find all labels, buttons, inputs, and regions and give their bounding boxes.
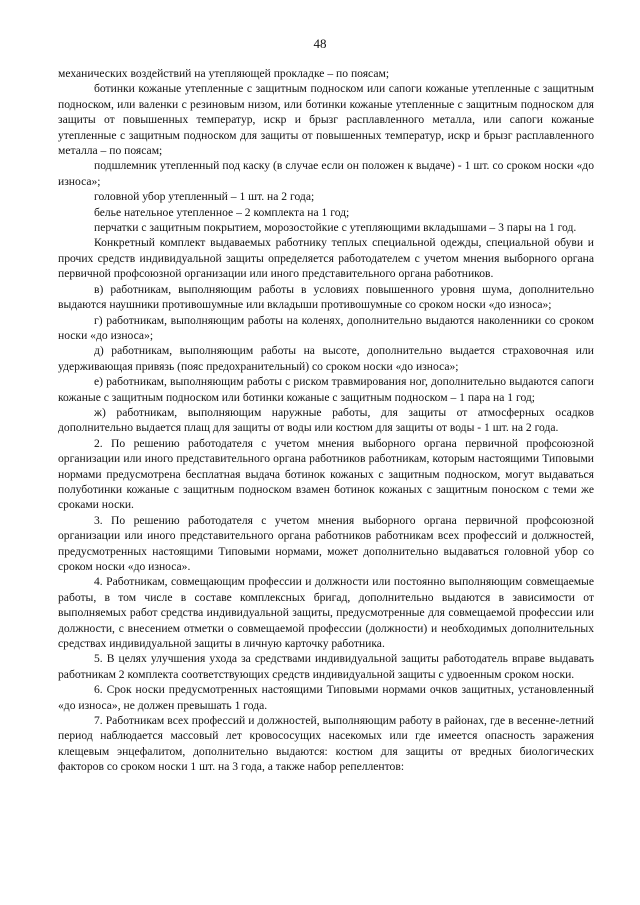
document-body <box>58 66 594 775</box>
paragraph: головной убор утепленный – 1 шт. на 2 года; <box>94 190 315 204</box>
paragraph: Конкретный комплект выдаваемых работнику теплых специальной одежды, специальной обуви и прочих средств индивидуальной защиты определяется работодателем с учетом мнения выборного органа первичной профсоюзной организации или иного представительного органа работников. <box>58 236 594 281</box>
paragraph: подшлемник утепленный под каску (в случае если он положен к выдаче) - 1 шт. со сроком носки «до износа»; <box>58 159 594 188</box>
paragraph: 7. Работникам всех профессий и должностей, выполняющим работу в районах, где в весенне-летний период наблюдается массовый лет кровососущих насекомых или где имеется опасность заражения клещевым энцефалитом, дополнительно выдаются: костюм для защиты от вредных биологических факторов со сроком носки 1 шт. на 3 года, а также набор репеллентов: <box>58 714 594 774</box>
paragraph: д) работникам, выполняющим работы на высоте, дополнительно выдается страховочная или удерживающая привязь (пояс предохранительный) со сроком носки «до износа»; <box>58 344 594 373</box>
paragraph: 5. В целях улучшения ухода за средствами индивидуальной защиты работодатель вправе выдавать работникам 2 комплекта соответствующих средств индивидуальной защиты с удвоенным сроком носки. <box>58 652 594 681</box>
paragraph: перчатки с защитным покрытием, морозостойкие с утепляющими вкладышами – 3 пары на 1 год. <box>94 221 577 235</box>
paragraph: ж) работникам, выполняющим наружные работы, для защиты от атмосферных осадков дополнительно выдается плащ для защиты от воды или костюм для защиты от воды - 1 шт. на 2 года. <box>58 405 594 435</box>
paragraph: 4. Работникам, совмещающим профессии и должности или постоянно выполняющим совмещаемые работы, в том числе в составе комплексных бригад, дополнительно выдаются в зависимости от выполняемых работ средства индивидуальной защиты, предусмотренные для совмещаемой профессии или должности, с внесением отметки о совмещаемой профессии (должности) и необходимых дополнительных средствах индивидуальной защиты в личную карточку работника. <box>58 575 594 651</box>
paragraph: в) работникам, выполняющим работы в условиях повышенного уровня шума, дополнительно выдаются наушники противошумные или вкладыши противошумные со сроком носки «до износа»; <box>58 282 594 312</box>
paragraph: 6. Срок носки предусмотренных настоящими Типовыми нормами очков защитных, установленный «до износа», не должен превышать 1 года. <box>58 683 594 712</box>
paragraph: г) работникам, выполняющим работы на коленях, дополнительно выдаются наколенники со сроком носки «до износа»; <box>58 313 594 342</box>
paragraph: 3. По решению работодателя с учетом мнения выборного органа первичной профсоюзной организации или иного представительного органа работников работникам всех профессий и должностей, предусмотренных настоящими Типовыми нормами, может дополнительно выдаваться головной убор со сроком носки «до износа». <box>58 513 594 573</box>
paragraph: белье нательное утепленное – 2 комплекта на 1 год; <box>94 205 350 219</box>
paragraph: ботинки кожаные утепленные с защитным подноском или сапоги кожаные утепленные с защитным подноском, или валенки с резиновым низом, или ботинки кожаные утепленные с защитным подноском для защиты от повышенных температур, искр и брызг расплавленного металла, или сапоги кожаные утепленные с защитным подноском для защиты от повышенных температур, искр и брызг расплавленного металла – по поясам; <box>58 82 594 158</box>
page-number: 48 <box>313 36 327 51</box>
paragraph: е) работникам, выполняющим работы с риском травмирования ног, дополнительно выдаются сапоги кожаные с защитным подноском или ботинки кожаные с защитным подноском – 1 пара на 1 год; <box>58 375 594 404</box>
paragraph: 2. По решению работодателя с учетом мнения выборного органа первичной профсоюзной организации или иного представительного органа работников работникам, которым настоящими Типовыми нормами предусмотрена бесплатная выдача ботинок кожаных с защитным подноском, могут выдаваться полуботинки кожаные с защитным подноском взамен ботинок кожаных с защитным поноском с теми же сроками носки. <box>58 436 594 512</box>
paragraph: механических воздействий на утепляющей прокладке – по поясам; <box>58 67 390 80</box>
